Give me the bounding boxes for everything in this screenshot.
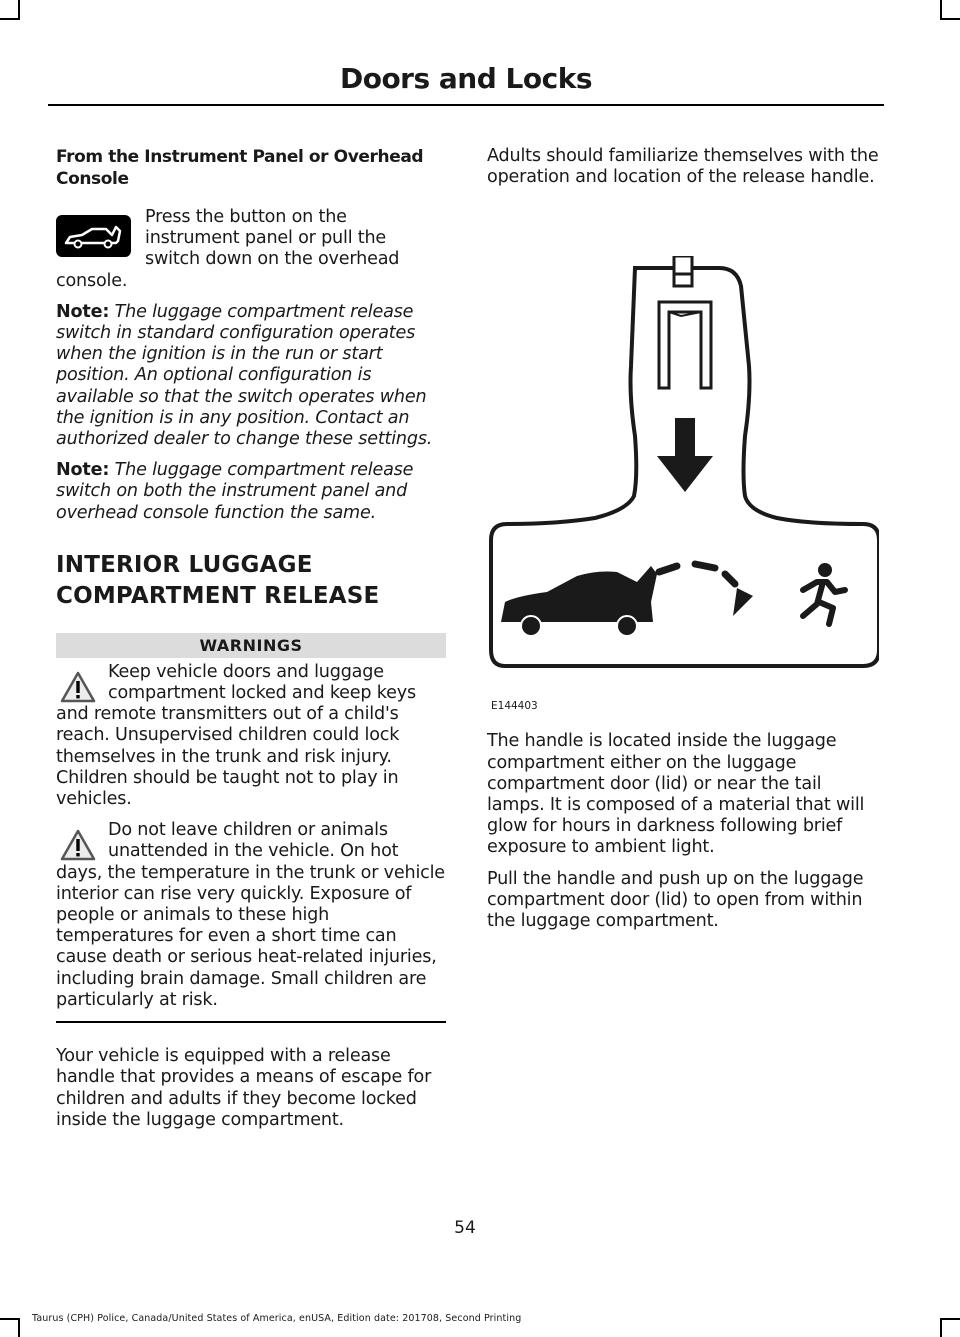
warning-triangle-icon — [60, 670, 96, 704]
note-1-text: The luggage compartment release switch in standard configuration operates when the ignition is in the run or start position. An optional configuration is available so that the switch operates when the ignition is in any position. Contact an authorized dealer to change these settings. — [56, 301, 433, 450]
release-handle-figure — [487, 256, 879, 696]
crop-mark — [940, 0, 942, 20]
crop-mark — [18, 0, 20, 20]
instruction-text: Press the button on the instrument panel or pull the switch down on the overhead console. — [56, 207, 400, 291]
section-title-line-2: COMPARTMENT RELEASE — [56, 582, 380, 609]
edition-footer: Taurus (CPH) Police, Canada/United States of America, enUSA, Edition date: 201708, Second Printing — [32, 1313, 522, 1324]
handle-location-paragraph: The handle is located inside the luggage compartment either on the luggage compartment door (lid) or near the tail lamps. It is composed of a material that will glow for hours in darkness following brief exposure to ambient light. — [487, 731, 865, 858]
section-heading — [56, 550, 446, 612]
handle-usage-paragraph: Pull the handle and push up on the luggage compartment door (lid) to open from within the luggage compartment. — [487, 868, 864, 932]
note-2-text: The luggage compartment release switch on both the instrument panel and overhead console function the same. — [56, 460, 414, 523]
trunk-release-icon — [56, 215, 131, 257]
crop-mark — [940, 1318, 942, 1337]
crop-mark — [18, 1318, 20, 1337]
note-2 — [56, 460, 446, 524]
header-divider — [48, 104, 884, 106]
page-number: 54 — [454, 1218, 476, 1238]
crop-mark — [940, 1318, 960, 1320]
warning-2-text: Do not leave children or animals unattended in the vehicle. On hot days, the temperature in the trunk or vehicle interior can rise very quickly. Exposure of people or animals to these high temperatures for even a short time can cause death or serious heat-related injuries, including brain damage. Small children are particularly at risk. — [56, 820, 445, 1010]
intro-text: Adults should familiarize themselves with the operation and location of the release handle. — [487, 146, 879, 188]
instruction-block — [56, 207, 446, 292]
figure-id: E144403 — [491, 700, 538, 713]
note-1 — [56, 302, 446, 450]
warnings-box — [56, 633, 446, 1023]
warnings-header: WARNINGS — [56, 633, 446, 658]
escape-handle-paragraph: Your vehicle is equipped with a release handle that provides a means of escape for children and adults if they become locked inside the luggage compartment. — [56, 1046, 432, 1130]
note-1-label: Note: — [56, 301, 110, 322]
page-title: Doors and Locks — [339, 62, 592, 95]
warning-1-text: Keep vehicle doors and luggage compartment locked and keep keys and remote transmitters out of a child's reach. Unsupervised children could lock themselves in the trunk and risk injury. Children should be taught not to play in vehicles. — [56, 661, 416, 810]
right-column — [487, 146, 879, 932]
left-column — [56, 146, 446, 1131]
warning-2 — [56, 820, 446, 1011]
crop-mark — [0, 1318, 20, 1320]
warning-triangle-icon — [60, 828, 96, 862]
subheading: From the Instrument Panel or Overhead Console — [56, 147, 424, 189]
note-2-label: Note: — [56, 460, 110, 481]
section-title-line-1: INTERIOR LUGGAGE — [56, 551, 313, 578]
warning-1 — [56, 662, 446, 810]
crop-mark — [0, 18, 20, 20]
crop-mark — [940, 18, 960, 20]
warnings-divider — [56, 1021, 446, 1023]
